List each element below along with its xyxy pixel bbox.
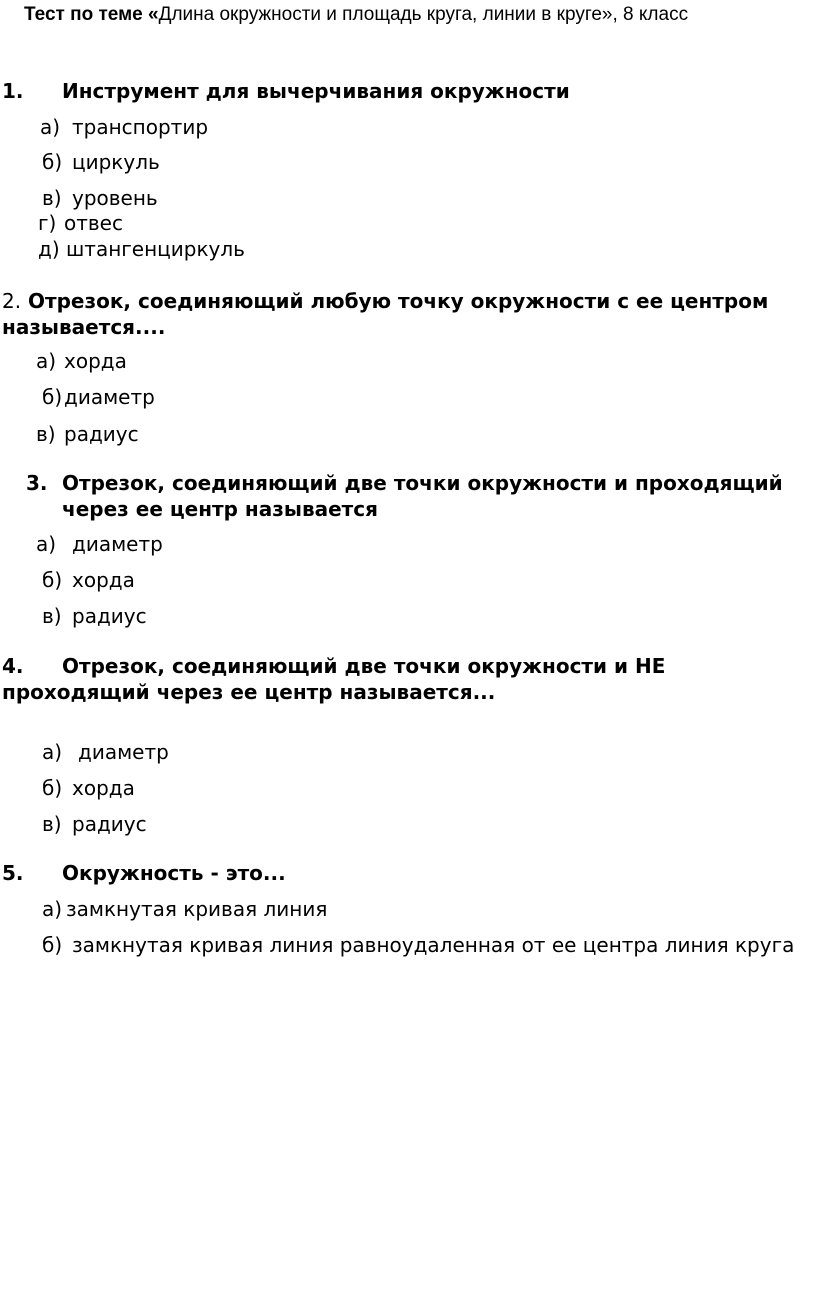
answer-text: замкнутая кривая линия равноудаленная от ее центра линия круга <box>72 933 795 957</box>
answer-letter: а) <box>42 740 63 764</box>
question-number: 1. <box>2 79 24 103</box>
question-text: Отрезок, соединяющий любую точку окружности с ее центром называется.... <box>2 289 769 339</box>
answer-letter: в) <box>42 186 62 210</box>
answer-letter: а) <box>40 115 61 139</box>
question-text: Отрезок, соединяющий две точки окружности и НЕ проходящий через ее центр называется... <box>2 654 666 704</box>
answer-letter: г) <box>38 211 57 235</box>
answer-letter: б) <box>42 776 63 800</box>
answer-1b <box>42 149 160 175</box>
answer-2b <box>42 384 155 410</box>
question-text: Отрезок, соединяющий две точки окружности и проходящий через ее центр называется <box>62 471 783 521</box>
question-number: 4. <box>2 654 24 678</box>
answer-letter: б) <box>42 933 63 957</box>
answer-text: диаметр <box>78 740 169 764</box>
answer-2a <box>36 348 127 374</box>
question-1 <box>2 78 570 104</box>
answer-letter: д) <box>38 237 60 261</box>
answer-text: хорда <box>72 776 135 800</box>
answer-text: замкнутая кривая линия <box>66 897 328 921</box>
answer-3b <box>42 567 135 593</box>
answer-letter: б) <box>42 568 63 592</box>
answer-letter: в) <box>42 604 62 628</box>
answer-letter: а) <box>36 532 57 556</box>
answer-1e <box>38 236 245 262</box>
title-bold-part: Тест по теме « <box>24 4 159 25</box>
answer-3a <box>36 531 163 557</box>
question-number: 3. <box>26 471 48 495</box>
answer-1a <box>40 114 208 140</box>
answer-letter: а) <box>42 897 63 921</box>
answer-letter: б) <box>42 150 63 174</box>
question-2 <box>2 288 808 340</box>
answer-letter: б) <box>42 385 63 409</box>
answer-text: диаметр <box>64 385 155 409</box>
answer-text: хорда <box>64 349 127 373</box>
answer-text: радиус <box>72 604 147 628</box>
question-4 <box>2 653 808 705</box>
answer-text: уровень <box>72 186 158 210</box>
answer-text: штангенциркуль <box>66 237 245 261</box>
answer-1d <box>38 210 123 236</box>
answer-text: циркуль <box>72 150 160 174</box>
answer-text: диаметр <box>72 532 163 556</box>
answer-text: радиус <box>72 812 147 836</box>
answer-3c <box>42 603 147 629</box>
answer-text: транспортир <box>72 115 209 139</box>
answer-letter: в) <box>36 422 56 446</box>
answer-letter: а) <box>36 349 57 373</box>
answer-text: отвес <box>64 211 123 235</box>
question-text: Инструмент для вычерчивания окружности <box>62 79 570 103</box>
answer-1c <box>42 185 158 211</box>
title-rest: Длина окружности и площадь круга, линии в круге», 8 класс <box>158 4 689 25</box>
question-5 <box>2 860 286 886</box>
answer-letter: в) <box>42 812 62 836</box>
question-number: 2. <box>2 289 22 313</box>
answer-4c <box>42 811 147 837</box>
answer-5b <box>2 932 802 958</box>
question-text: Окружность - это... <box>62 861 286 885</box>
answer-5a <box>42 896 327 922</box>
answer-text: хорда <box>72 568 135 592</box>
answer-text: радиус <box>64 422 139 446</box>
answer-2c <box>36 421 139 447</box>
question-3 <box>26 470 810 522</box>
answer-4b <box>42 775 135 801</box>
question-number: 5. <box>2 861 24 885</box>
answer-4a <box>42 739 169 765</box>
page-title <box>24 4 688 26</box>
